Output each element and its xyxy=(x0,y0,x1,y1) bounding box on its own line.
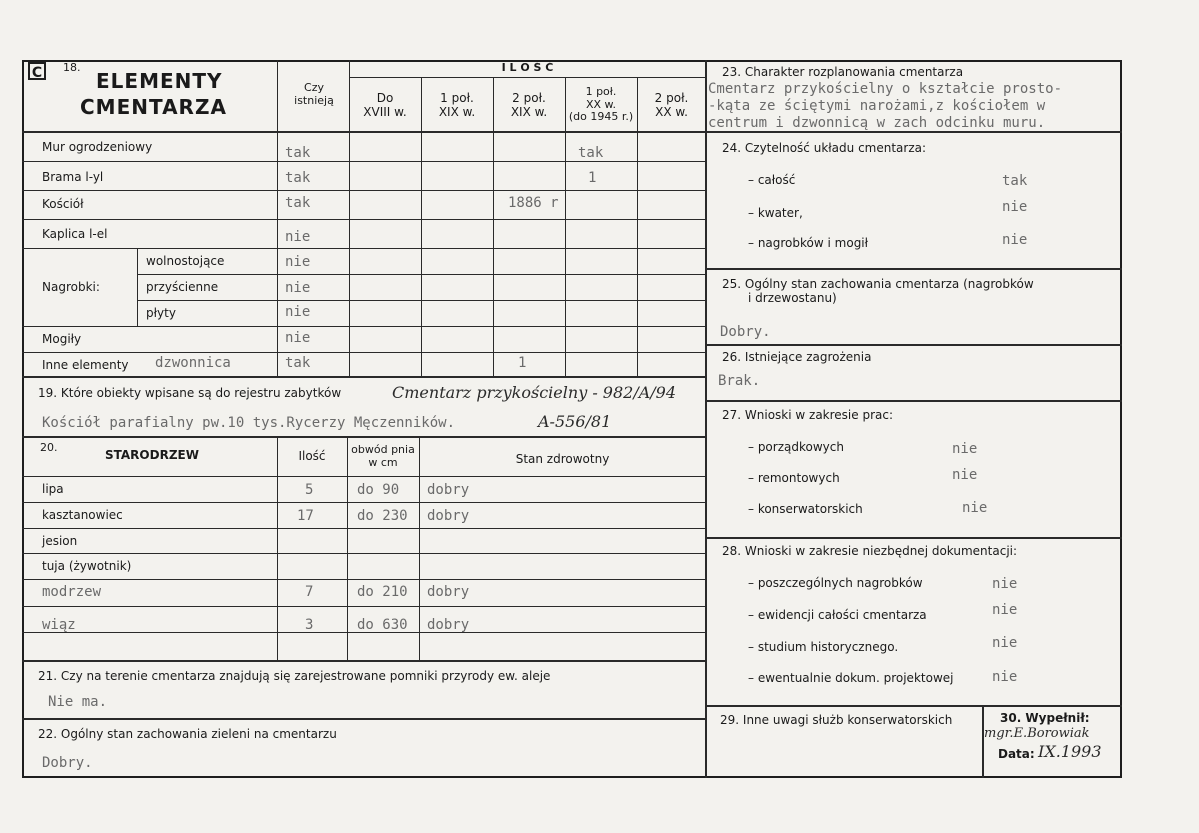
row-brama-label: Brama l-yl xyxy=(42,170,104,184)
ilosc-header: I L O Ś Ć xyxy=(501,61,554,74)
divider xyxy=(705,60,707,778)
col-1pol19: 1 poł. XIX w. xyxy=(438,91,476,119)
tree-count: 17 xyxy=(297,508,314,524)
s27-kons-label: – konserwatorskich xyxy=(748,502,863,516)
s20-title: STARODRZEW xyxy=(105,448,199,462)
s30-date-value: IX.1993 xyxy=(1038,742,1102,761)
row-przyscienne-label: przyścienne xyxy=(146,280,219,294)
tree-girth: do 210 xyxy=(357,584,408,600)
s24-nagrobkow-value: nie xyxy=(1002,232,1028,248)
row-mur-1pol20: tak xyxy=(578,145,604,161)
divider xyxy=(22,436,706,438)
s24-kwater-label: – kwater, xyxy=(748,206,803,220)
divider xyxy=(137,274,706,275)
s25-label1: 25. Ogólny stan zachowania cmentarza (nagrobków xyxy=(722,277,1034,291)
row-kosciol-exists: tak xyxy=(285,195,311,211)
tree-count: 5 xyxy=(305,482,314,498)
tree-health: dobry xyxy=(427,508,470,524)
s20-stan-header: Stan zdrowotny xyxy=(515,452,610,466)
row-wolnostojace-value: nie xyxy=(285,254,311,270)
divider xyxy=(22,161,706,162)
row-mogily-exists: nie xyxy=(285,330,311,346)
s26-label: 26. Istniejące zagrożenia xyxy=(722,350,872,364)
divider xyxy=(137,300,706,301)
divider xyxy=(22,502,706,503)
s25-value: Dobry. xyxy=(720,324,771,340)
s24-calosc-label: – całość xyxy=(748,173,796,187)
s27-rem-value: nie xyxy=(952,467,978,483)
s23-line2: -kąta ze ściętymi narożami,z kościołem w xyxy=(708,98,1046,114)
s22-value: Dobry. xyxy=(42,755,93,771)
divider xyxy=(419,437,420,660)
divider xyxy=(705,268,1122,270)
s27-label: 27. Wnioski w zakresie prac: xyxy=(722,408,894,422)
divider xyxy=(22,553,706,554)
s23-line3: centrum i dzwonnicą w zach odcinku muru. xyxy=(708,115,1046,131)
s30-date-label: Data: xyxy=(998,747,1035,761)
divider xyxy=(22,326,706,327)
divider xyxy=(22,352,706,353)
divider xyxy=(493,77,494,378)
row-plyty-label: płyty xyxy=(146,306,176,320)
divider xyxy=(22,190,706,191)
divider xyxy=(22,476,706,477)
divider xyxy=(22,579,706,580)
divider xyxy=(277,437,278,660)
divider xyxy=(637,77,638,378)
s26-value: Brak. xyxy=(718,373,761,389)
section-letter: C xyxy=(28,62,46,80)
tree-name: kasztanowiec xyxy=(42,508,123,522)
s25-label2: i drzewostanu) xyxy=(748,291,837,305)
divider xyxy=(22,219,706,220)
tree-count: 7 xyxy=(305,584,314,600)
tree-health: dobry xyxy=(427,482,470,498)
row-wolnostojace-label: wolnostojące xyxy=(146,254,225,268)
s23-label: 23. Charakter rozplanowania cmentarza xyxy=(722,65,964,79)
s28-c-label: – studium historycznego. xyxy=(748,640,899,654)
s24-nagrobkow-label: – nagrobków i mogił xyxy=(748,236,869,250)
tree-health: dobry xyxy=(427,617,470,633)
s27-porz-value: nie xyxy=(952,441,978,457)
s19-label: 19. Które obiekty wpisane są do rejestru zabytków xyxy=(38,386,342,400)
s28-c-value: nie xyxy=(992,635,1018,651)
s19-typed: Kościół parafialny pw.10 tys.Rycerzy Męczenników. xyxy=(42,415,456,431)
row-inne-exists: tak xyxy=(285,355,311,371)
tree-name: lipa xyxy=(42,482,64,496)
divider xyxy=(349,77,706,78)
s30-label: 30. Wypełnił: xyxy=(1000,711,1090,725)
s20-ilosc-header: Ilość xyxy=(298,449,326,463)
s27-kons-value: nie xyxy=(962,500,988,516)
divider xyxy=(705,400,1122,402)
divider xyxy=(22,606,706,607)
row-inne-label: Inne elementy xyxy=(42,358,129,372)
s24-label: 24. Czytelność układu cmentarza: xyxy=(722,141,927,155)
section-number: 18. xyxy=(63,61,81,74)
row-mogily-label: Mogiły xyxy=(42,332,82,346)
tree-name: jesion xyxy=(42,534,78,548)
divider xyxy=(22,718,706,720)
row-plyty-value: nie xyxy=(285,304,311,320)
row-mur-label: Mur ogrodzeniowy xyxy=(42,140,153,154)
s28-a-value: nie xyxy=(992,576,1018,592)
s29-label: 29. Inne uwagi służb konserwatorskich xyxy=(720,713,953,727)
s20-obwod-header: obwód pnia w cm xyxy=(351,443,415,469)
title-line2: CMENTARZA xyxy=(80,95,227,119)
tree-health: dobry xyxy=(427,584,470,600)
tree-girth: do 90 xyxy=(357,482,400,498)
s28-b-label: – ewidencji całości cmentarza xyxy=(748,608,927,622)
divider xyxy=(421,77,422,378)
col-2pol19: 2 poł. XIX w. xyxy=(510,91,548,119)
divider xyxy=(137,248,138,326)
divider xyxy=(22,131,706,133)
row-kaplica-label: Kaplica l-el xyxy=(42,227,108,241)
row-przyscienne-value: nie xyxy=(285,280,311,296)
czy-istnieja-header: Czy istnieją xyxy=(294,81,334,107)
tree-name: modrzew xyxy=(42,584,102,600)
col-do18: Do XVIII w. xyxy=(363,91,407,119)
s27-porz-label: – porządkowych xyxy=(748,440,844,454)
s20-number: 20. xyxy=(40,441,58,454)
s24-calosc-value: tak xyxy=(1002,173,1028,189)
s30-who: mgr.E.Borowiak xyxy=(984,726,1090,741)
divider xyxy=(705,344,1122,346)
tree-count: 3 xyxy=(305,617,314,633)
tree-girth: do 230 xyxy=(357,508,408,524)
s19-handwritten: Cmentarz przykościelny - 982/A/94 xyxy=(392,383,677,402)
s28-d-value: nie xyxy=(992,669,1018,685)
tree-girth: do 630 xyxy=(357,617,408,633)
s21-value: Nie ma. xyxy=(48,694,108,710)
divider xyxy=(22,376,706,378)
tree-name: tuja (żywotnik) xyxy=(42,559,132,573)
col-2pol20: 2 poł. XX w. xyxy=(654,91,689,119)
divider xyxy=(22,528,706,529)
row-kosciol-2pol19: 1886 r xyxy=(508,195,559,211)
divider xyxy=(705,131,1122,133)
s27-rem-label: – remontowych xyxy=(748,471,840,485)
s22-label: 22. Ogólny stan zachowania zieleni na cmentarzu xyxy=(38,727,337,741)
s19-handwritten-2: A-556/81 xyxy=(538,412,612,431)
divider xyxy=(22,248,706,249)
s23-line1: Cmentarz przykościelny o kształcie prosto- xyxy=(708,81,1063,97)
s28-b-value: nie xyxy=(992,602,1018,618)
s21-label: 21. Czy na terenie cmentarza znajdują się zarejestrowane pomniki przyrody ew. aleje xyxy=(38,669,551,683)
col-1pol20: 1 poł. XX w. (do 1945 r.) xyxy=(568,85,634,124)
divider xyxy=(22,660,706,662)
s28-label: 28. Wnioski w zakresie niezbędnej dokumentacji: xyxy=(722,544,1018,558)
s24-kwater-value: nie xyxy=(1002,199,1028,215)
row-mur-exists: tak xyxy=(285,145,311,161)
row-brama-exists: tak xyxy=(285,170,311,186)
divider xyxy=(982,706,984,778)
row-inne-name: dzwonnica xyxy=(155,355,231,371)
row-inne-2pol19: 1 xyxy=(518,355,527,371)
s28-a-label: – poszczególnych nagrobków xyxy=(748,576,923,590)
row-kaplica-exists: nie xyxy=(285,229,311,245)
row-brama-1pol20: 1 xyxy=(588,170,597,186)
row-nagrobki-label: Nagrobki: xyxy=(42,280,100,294)
divider xyxy=(347,437,348,660)
divider xyxy=(705,537,1122,539)
row-kosciol-label: Kościół xyxy=(42,197,84,211)
divider xyxy=(705,705,1122,707)
s28-d-label: – ewentualnie dokum. projektowej xyxy=(748,671,954,685)
tree-name: wiąz xyxy=(42,617,76,633)
title-line1: ELEMENTY xyxy=(96,69,223,93)
